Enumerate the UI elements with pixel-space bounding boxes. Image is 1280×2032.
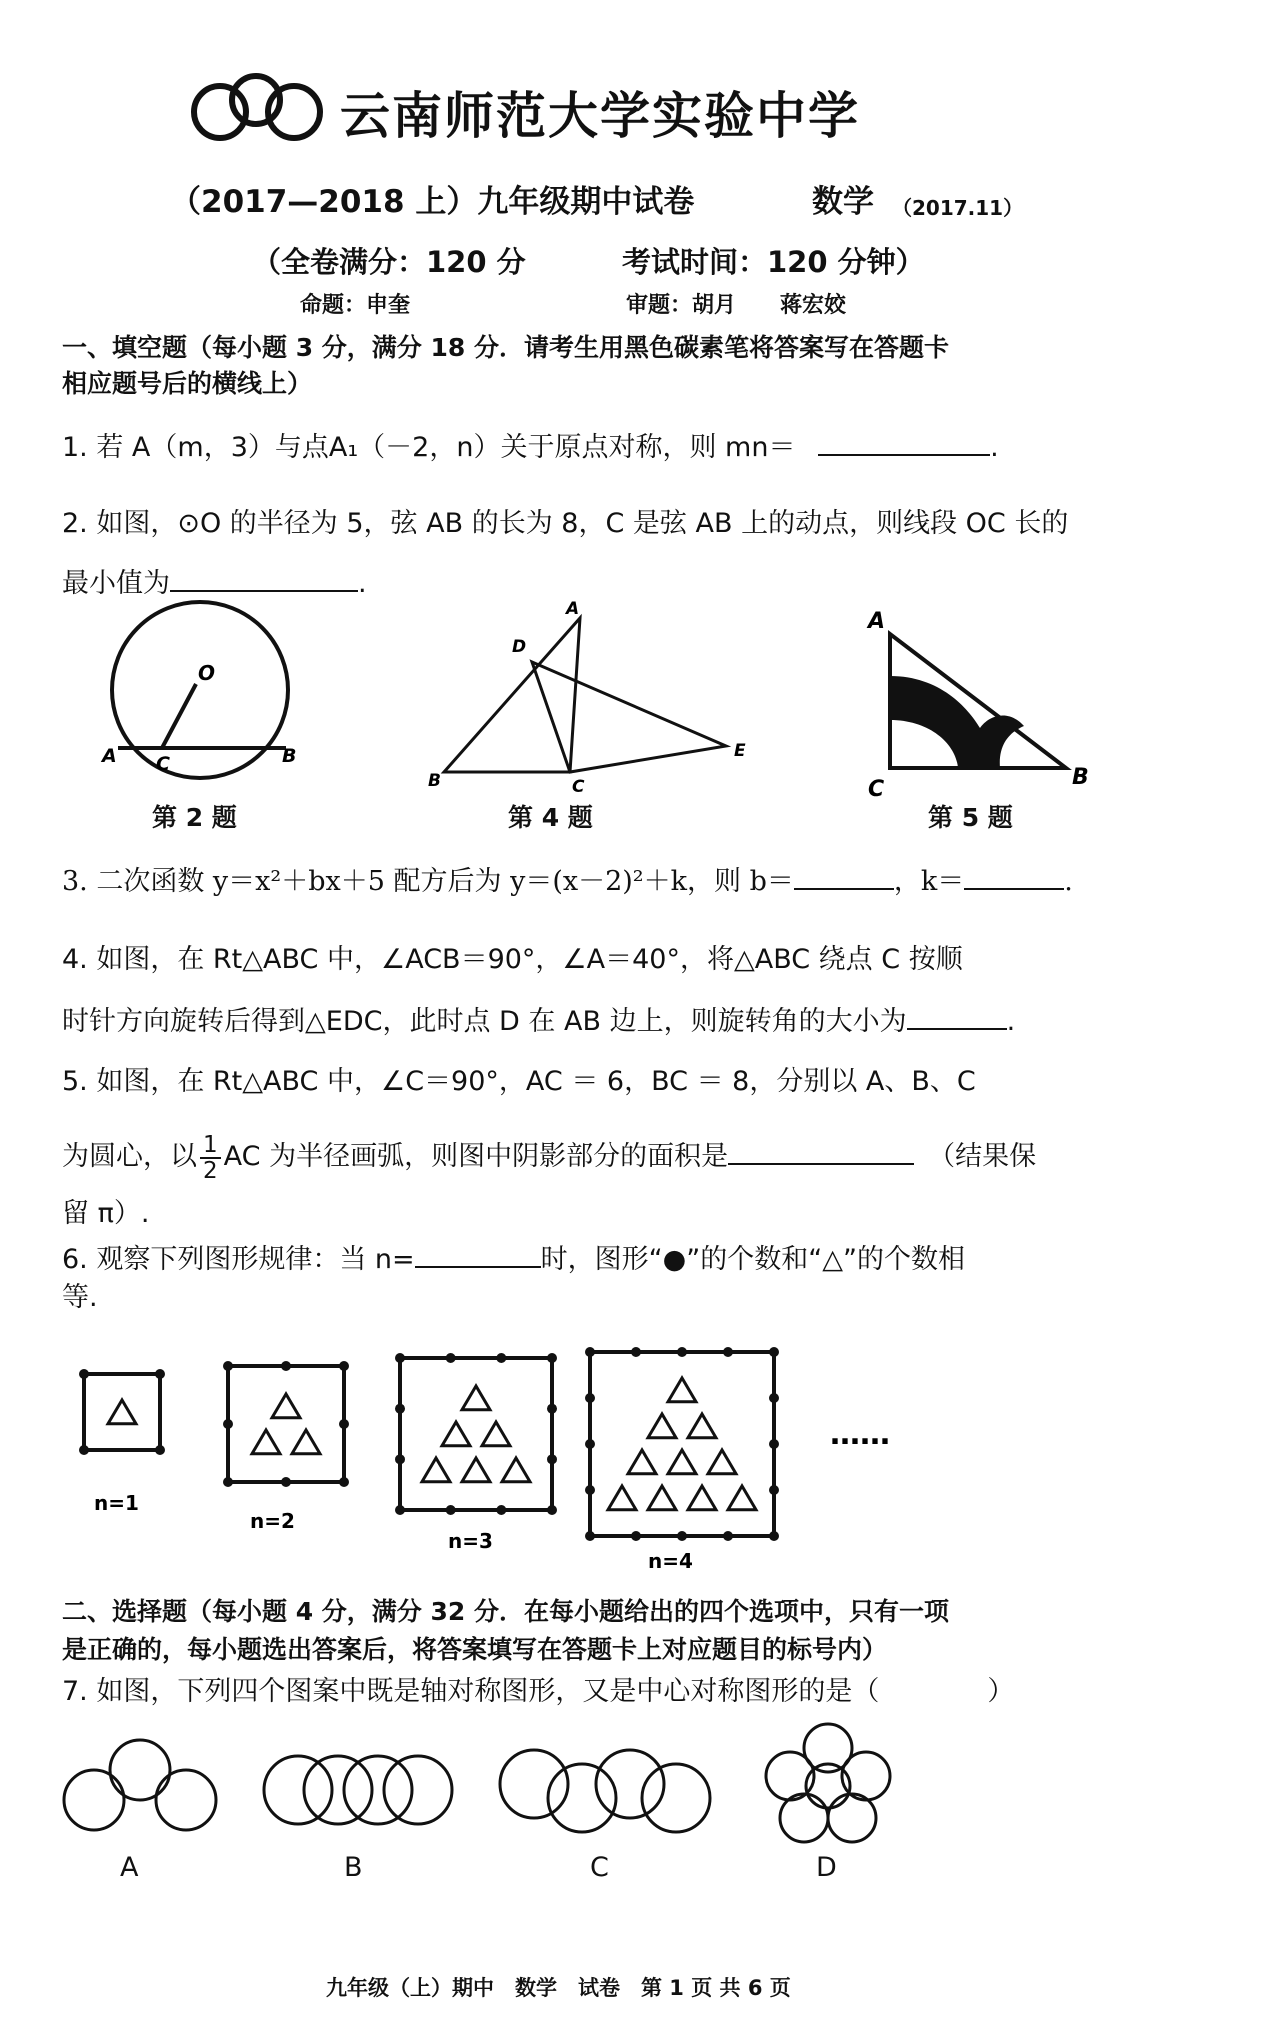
question-1-text: 1. 若 A（m，3）与点A₁（－2，n）关于原点对称，则 mn＝ <box>62 432 796 463</box>
pattern-dot <box>723 1531 733 1541</box>
figure-2 <box>100 600 310 800</box>
pattern-triangle <box>252 1430 280 1454</box>
exam-title-date: （2017.11） <box>892 196 1024 220</box>
question-7: 7. 如图，下列四个图案中既是轴对称图形，又是中心对称图形的是（ ） <box>62 1676 1015 1707</box>
option-c-label: C <box>590 1852 609 1883</box>
option-a-label: A <box>120 1852 139 1883</box>
label-a: A <box>566 599 580 619</box>
pattern-triangle <box>728 1486 756 1510</box>
pattern-dot <box>446 1353 456 1363</box>
question-2-line2 <box>62 564 367 602</box>
pattern-triangle <box>668 1378 696 1402</box>
pattern-triangle <box>708 1450 736 1474</box>
pattern-dot <box>395 1454 405 1464</box>
pattern-dot <box>585 1347 595 1357</box>
pattern-dot <box>496 1353 506 1363</box>
pattern-dot <box>339 1419 349 1429</box>
pattern-dot <box>585 1485 595 1495</box>
answer-blank-3b <box>794 862 894 890</box>
pattern-triangle <box>688 1486 716 1510</box>
pattern-dot <box>446 1505 456 1515</box>
question-5-line1: 5. 如图，在 Rt△ABC 中，∠C＝90°，AC ＝ 6，BC ＝ 8，分别以 A、B、C <box>62 1066 976 1097</box>
answer-blank-3k <box>964 862 1064 890</box>
pattern-dot <box>223 1361 233 1371</box>
question-3-mid: ，k＝ <box>893 866 965 897</box>
question-4-end: . <box>1006 1006 1016 1037</box>
pattern-triangle <box>462 1386 490 1410</box>
figure-2-caption: 第 2 题 <box>152 803 237 832</box>
pattern-triangle <box>688 1414 716 1438</box>
pattern-dot <box>496 1505 506 1515</box>
pattern-triangle <box>422 1458 450 1482</box>
section2-heading-line1: 二、选择题（每小题 4 分，满分 32 分．在每小题给出的四个选项中，只有一项 <box>62 1597 950 1626</box>
pattern-frame-n2 <box>228 1366 344 1482</box>
question-2-line1: 2. 如图，⊙O 的半径为 5，弦 AB 的长为 8，C 是弦 AB 上的动点，则线段 OC 长的 <box>62 508 1069 539</box>
question-5-line2 <box>62 1130 1036 1184</box>
pattern-dot <box>223 1419 233 1429</box>
pattern-dot <box>677 1347 687 1357</box>
question-5-pre: 为圆心，以 <box>62 1141 197 1172</box>
exam-title-year: （2017—2018 上）九年级期中试卷 <box>170 184 695 220</box>
pattern-dot <box>769 1393 779 1403</box>
segment-oc <box>162 684 196 748</box>
label-b: B <box>1072 765 1089 790</box>
label-o: O <box>198 661 216 685</box>
fraction-denominator: 2 <box>203 1157 218 1184</box>
pattern-triangle <box>482 1422 510 1446</box>
pattern-triangle <box>648 1486 676 1510</box>
question-2-text: 最小值为 <box>62 568 170 599</box>
triangle-edc <box>532 662 726 772</box>
pattern-triangle <box>442 1422 470 1446</box>
fraction-one-half <box>200 1133 221 1183</box>
pattern-dot <box>585 1439 595 1449</box>
answer-blank-4 <box>907 1002 1007 1030</box>
option-b-figure <box>258 1746 458 1836</box>
shaded-region <box>890 676 1024 768</box>
question-6-line2: 等. <box>62 1282 98 1313</box>
pattern-label-n4: n=4 <box>648 1549 693 1573</box>
figure-5-caption: 第 5 题 <box>928 803 1013 832</box>
section1-heading-line2: 相应题号后的横线上） <box>62 369 313 398</box>
circle-o <box>112 602 288 778</box>
option-d-figure <box>758 1718 898 1848</box>
pattern-dot <box>769 1347 779 1357</box>
pattern-triangle <box>272 1394 300 1418</box>
pattern-dot <box>339 1477 349 1487</box>
question-6-pre: 6. 观察下列图形规律：当 n= <box>62 1244 415 1275</box>
pattern-ellipsis: …… <box>830 1417 890 1452</box>
pattern-dot <box>395 1404 405 1414</box>
answer-blank-2 <box>170 564 358 592</box>
pattern-frame-n1 <box>84 1374 160 1450</box>
pattern-frame-n3 <box>400 1358 552 1510</box>
label-c: C <box>156 753 170 775</box>
fraction-numerator: 1 <box>200 1133 221 1159</box>
question-4-line2 <box>62 1002 1015 1040</box>
label-c: C <box>868 777 885 802</box>
pattern-dot <box>547 1505 557 1515</box>
pattern-dot <box>79 1445 89 1455</box>
pattern-triangle <box>628 1450 656 1474</box>
label-a: A <box>868 609 886 634</box>
option-a-figure <box>60 1730 220 1840</box>
school-name: 云南师范大学实验中学 <box>340 87 860 145</box>
pattern-dot <box>155 1369 165 1379</box>
pattern-dot <box>769 1439 779 1449</box>
school-logo <box>190 70 330 150</box>
pattern-dot <box>585 1393 595 1403</box>
question-3 <box>62 862 1073 900</box>
pattern-dot <box>281 1361 291 1371</box>
pattern-triangle <box>502 1458 530 1482</box>
question-2-end: . <box>358 568 367 599</box>
question-5-post: AC 为半径画弧，则图中阴影部分的面积是 <box>223 1141 729 1172</box>
question-5-end: （结果保 <box>928 1141 1037 1172</box>
pattern-label-n2: n=2 <box>250 1509 295 1533</box>
pattern-squares <box>79 1347 779 1541</box>
question-5-line3: 留 π）. <box>62 1198 150 1229</box>
section2-heading-line2: 是正确的，每小题选出答案后，将答案填写在答题卡上对应题目的标号内） <box>62 1635 888 1664</box>
label-e: E <box>734 741 746 761</box>
pattern-dot <box>281 1477 291 1487</box>
figure-5 <box>860 604 1110 804</box>
exam-title-subject: 数学 <box>812 184 874 220</box>
reviewers: 审题：胡月 蒋宏姣 <box>626 293 847 318</box>
exam-time: 考试时间：120 分钟） <box>622 245 925 279</box>
question-4-line1: 4. 如图，在 Rt△ABC 中，∠ACB＝90°，∠A＝40°，将△ABC 绕点 C 按顺 <box>62 944 963 975</box>
pattern-triangle <box>648 1414 676 1438</box>
pattern-dot <box>547 1454 557 1464</box>
page-footer: 九年级（上）期中 数学 试卷 第 1 页 共 6 页 <box>326 1976 791 2000</box>
pattern-dot <box>631 1531 641 1541</box>
pattern-dot <box>395 1353 405 1363</box>
segment-dc <box>532 662 570 772</box>
pattern-label-n1: n=1 <box>94 1491 139 1515</box>
pattern-dot <box>339 1361 349 1371</box>
full-score: （全卷满分：120 分 <box>252 245 526 279</box>
question-3-end: . <box>1064 866 1073 897</box>
question-6-post: 时，图形“●”的个数和“△”的个数相 <box>540 1244 965 1275</box>
pattern-dot <box>547 1404 557 1414</box>
question-4-text: 时针方向旋转后得到△EDC，此时点 D 在 AB 边上，则旋转角的大小为 <box>62 1006 907 1037</box>
label-b: B <box>428 771 441 791</box>
pattern-triangle <box>462 1458 490 1482</box>
label-a: A <box>102 745 117 767</box>
label-c: C <box>572 777 585 796</box>
label-b: B <box>282 745 297 767</box>
pattern-dot <box>631 1347 641 1357</box>
label-d: D <box>512 637 527 657</box>
answer-blank-6 <box>415 1240 541 1268</box>
pattern-dot <box>155 1445 165 1455</box>
option-d-label: D <box>816 1852 837 1883</box>
pattern-dot <box>723 1347 733 1357</box>
pattern-dot <box>395 1505 405 1515</box>
option-b-label: B <box>344 1852 363 1883</box>
pattern-dot <box>769 1485 779 1495</box>
option-c-figure <box>494 1738 716 1838</box>
pattern-dot <box>223 1477 233 1487</box>
section1-heading-line1: 一、填空题（每小题 3 分，满分 18 分．请考生用黑色碳素笔将答案写在答题卡 <box>62 333 950 362</box>
pattern-triangle <box>668 1450 696 1474</box>
question-1 <box>62 428 999 466</box>
question-1-end: . <box>990 432 999 463</box>
pattern-triangle <box>292 1430 320 1454</box>
answer-blank-1 <box>818 428 990 456</box>
figure-4-caption: 第 4 题 <box>508 803 593 832</box>
question-3-text: 3. 二次函数 y＝x²＋bx＋5 配方后为 y＝(x－2)²＋k，则 b＝ <box>62 866 794 897</box>
pattern-dot <box>769 1531 779 1541</box>
pattern-dot <box>547 1353 557 1363</box>
pattern-dot <box>677 1531 687 1541</box>
pattern-label-n3: n=3 <box>448 1529 493 1553</box>
answer-blank-5 <box>728 1137 914 1165</box>
pattern-triangle <box>108 1400 136 1424</box>
figure-4 <box>420 596 760 796</box>
question-6 <box>62 1240 965 1278</box>
pattern-dot <box>585 1531 595 1541</box>
pattern-figure <box>60 1330 960 1590</box>
pattern-triangle <box>608 1486 636 1510</box>
pattern-dot <box>79 1369 89 1379</box>
setter: 命题：申奎 <box>300 293 411 318</box>
